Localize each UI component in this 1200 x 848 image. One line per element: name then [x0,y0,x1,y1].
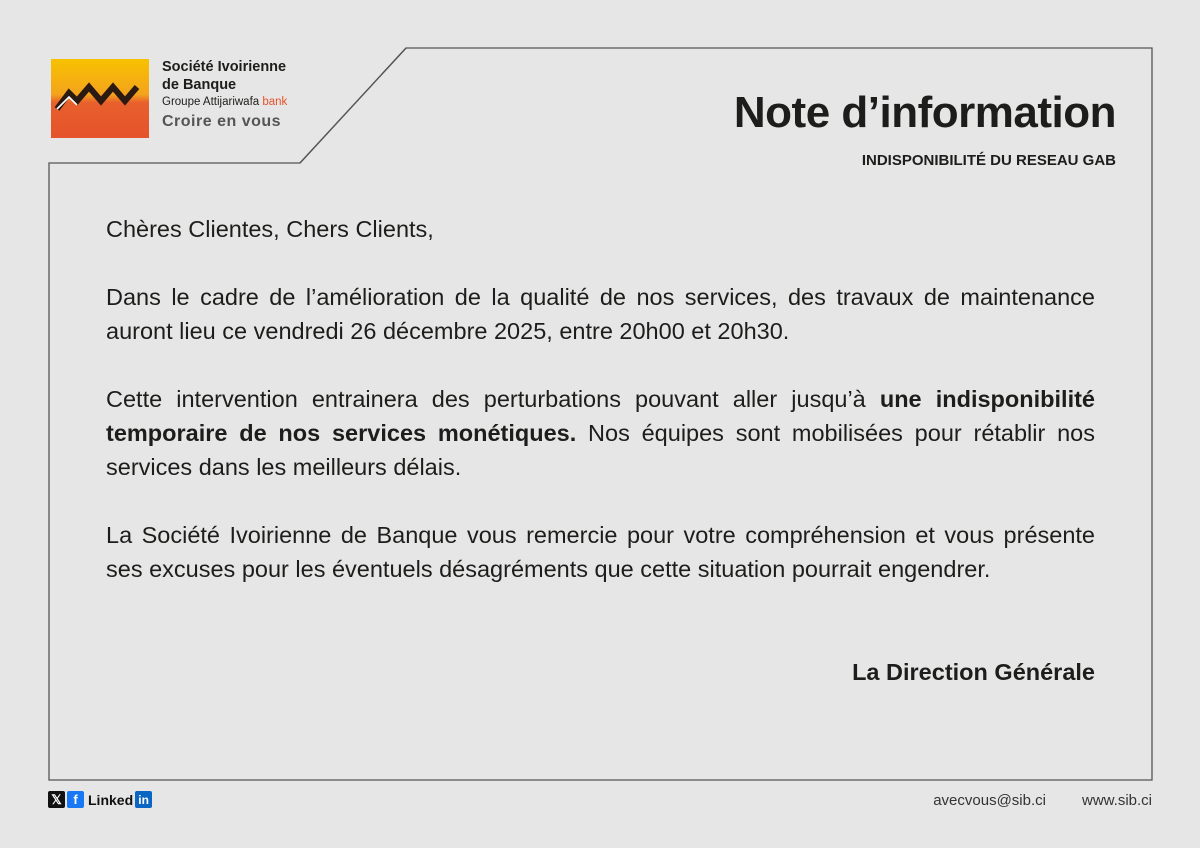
linkedin-icon[interactable]: in [135,791,152,808]
signature: La Direction Générale [852,659,1095,685]
brand-group-name: Groupe Attijariwafa [162,96,260,108]
brand-name-line2: de Banque [162,77,237,93]
facebook-icon[interactable]: f [67,791,84,808]
page-title: Note d’information [733,88,1116,137]
letter-body [106,212,1095,620]
sib-logo [51,59,149,138]
brand-tagline: Croire en vous [162,113,282,130]
contact-info [933,792,1152,809]
x-icon[interactable]: 𝕏 [48,791,65,808]
paragraph-disruption-bold: une indisponibilité temporaire de nos services monétiques. [106,386,1095,446]
social-links [48,791,152,808]
website-link[interactable]: www.sib.ci [1081,792,1152,809]
email-link[interactable]: avecvous@sib.ci [933,792,1046,809]
paragraph-disruption [106,382,1095,484]
paragraph-disruption-end: Nos équipes sont mobilisées pour rétablir nos services dans les meilleurs délais. [106,420,1095,480]
brand-group-bank: bank [262,96,288,108]
brand-name-line1: Société Ivoirienne [162,59,287,75]
brand-block [162,58,287,131]
page-subtitle: INDISPONIBILITÉ DU RESEAU GAB [861,152,1116,169]
greeting: Chères Clientes, Chers Clients, [106,216,434,242]
linkedin-wordmark[interactable]: Linked [88,791,134,808]
paragraph-disruption-start: Cette intervention entrainera des perturbations pouvant aller jusqu’à [106,386,880,412]
brand-group [162,94,287,110]
paragraph-maintenance: Dans le cadre de l’amélioration de la qualité de nos services, des travaux de maintenance auront lieu ce vendredi 26 décembre 2025, entre 20h00 et 20h30. [106,284,1095,344]
paragraph-thanks: La Société Ivoirienne de Banque vous remercie pour votre compréhension et vous présente ses excuses pour les éventuels désagréments que cette situation pourrait engendrer. [106,522,1095,582]
